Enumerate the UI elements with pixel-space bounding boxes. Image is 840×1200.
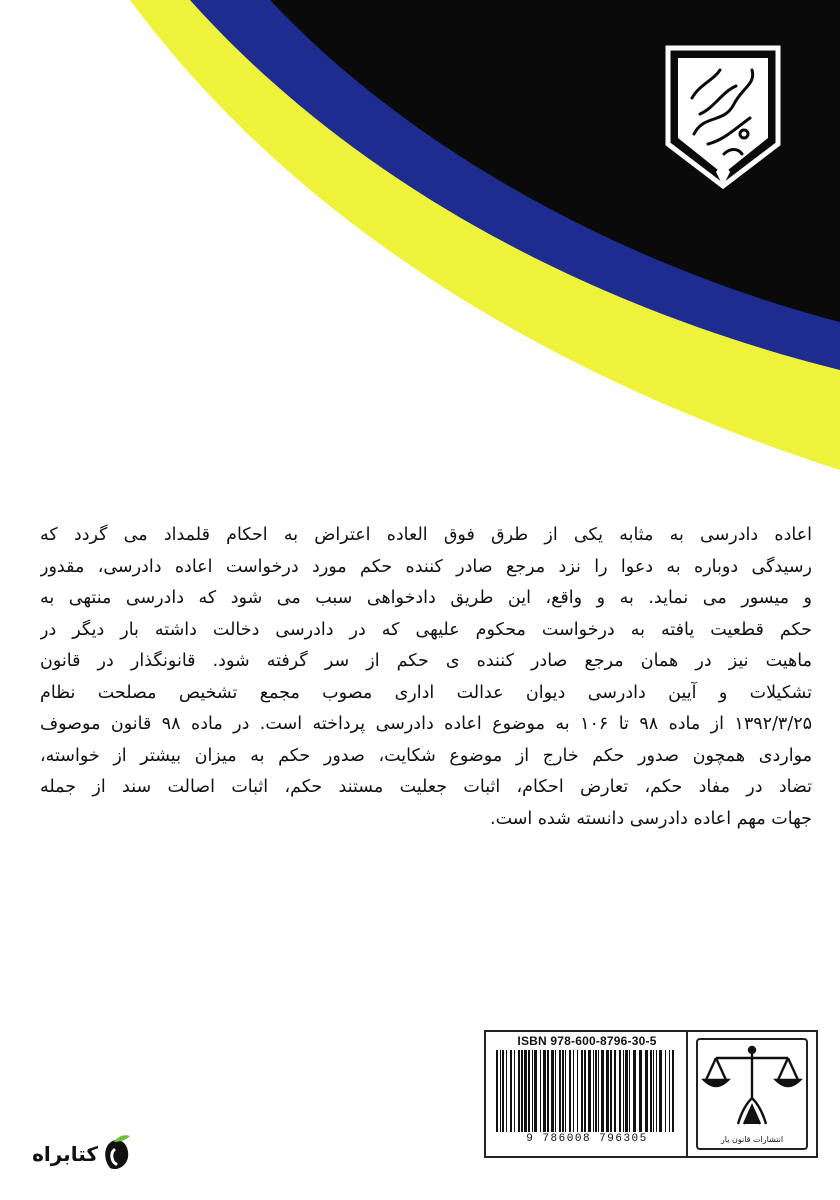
description-line: اعاده دادرسی به مثابه یکی از طرق فوق العاده اعتراض به احکام قلمداد می گردد که <box>40 525 812 545</box>
description-line: و میسور می نماید. به و واقع، این طریق دادخواهی سبب می شود که دادرسی منتهی به <box>40 588 812 608</box>
barcode-bar <box>540 1050 541 1132</box>
barcode-digits: 9 786008 796305 <box>492 1133 682 1145</box>
barcode-bar <box>565 1050 566 1132</box>
barcode-bar <box>581 1050 583 1132</box>
description-line: ماهیت نیز در همان مرجع صادر کننده ی حکم از سر گرفته شود. قانونگذار در قانون <box>40 651 812 671</box>
barcode-bar <box>528 1050 530 1132</box>
barcode-bar <box>588 1050 591 1132</box>
barcode-bar <box>645 1050 648 1132</box>
description-line: جهات مهم اعاده دادرسی دانسته شده است. <box>490 808 812 829</box>
barcode-bar <box>562 1050 564 1132</box>
barcode-bar <box>633 1050 636 1132</box>
calligraphy-shield-emblem-icon <box>664 44 782 190</box>
barcode-bar <box>629 1050 630 1132</box>
barcode-bar <box>614 1050 616 1132</box>
barcode-bar <box>573 1050 574 1132</box>
description-line: تشکیلات و آیین دادرسی دیوان عدالت اداری مصوب مجمع تشخیص مصلحت نظام <box>40 682 812 703</box>
barcode-bar <box>595 1050 597 1132</box>
barcode-bar <box>593 1050 594 1132</box>
barcode-bar <box>639 1050 642 1132</box>
barcode-bar <box>625 1050 628 1132</box>
barcode-bar <box>598 1050 599 1132</box>
barcode-bar <box>656 1050 657 1132</box>
publisher-logo <box>686 1032 816 1156</box>
barcode-bar <box>669 1050 670 1132</box>
barcode-bar <box>551 1050 554 1132</box>
ketabrah-leaf-icon <box>100 1134 132 1172</box>
barcode-bar <box>601 1050 604 1132</box>
barcode-graphic <box>492 1050 682 1134</box>
barcode-bar <box>577 1050 578 1132</box>
barcode-bar <box>521 1050 523 1132</box>
barcode-bar <box>659 1050 662 1132</box>
barcode-bar <box>514 1050 515 1132</box>
barcode-bar <box>610 1050 612 1132</box>
back-cover-description <box>40 520 812 835</box>
barcode-bar <box>559 1050 561 1132</box>
barcode-bar <box>506 1050 507 1132</box>
store-badge <box>22 1132 132 1176</box>
barcode-bar <box>543 1050 546 1132</box>
barcode-bar <box>623 1050 624 1132</box>
barcode-bar <box>500 1050 501 1132</box>
barcode-bar <box>653 1050 654 1132</box>
description-line: حکم قطعیت یافته به درخواست محکوم علیهی که در دادرسی دخالت داشته بار دیگر در <box>40 619 812 640</box>
description-line: مواردی همچون صدور حکم خارج از موضوع شکایت، صدور حکم به میزان بیشتر از خواسته، <box>40 745 812 766</box>
scales-of-justice-pen-icon <box>698 1040 806 1132</box>
barcode-bar <box>518 1050 520 1132</box>
barcode-bar <box>496 1050 498 1132</box>
barcode-bar <box>510 1050 512 1132</box>
barcode-bar <box>665 1050 666 1132</box>
barcode-bar <box>534 1050 537 1132</box>
publisher-name: انتشارات قانون یار <box>720 1135 784 1144</box>
barcode-bar <box>547 1050 549 1132</box>
barcode-bar <box>606 1050 609 1132</box>
description-line: ۱۳۹۲/۳/۲۵ از ماده ۹۸ تا ۱۰۶ به موضوع اعاده دادرسی پرداخته است. در ماده ۹۸ قانون موصوف <box>40 714 812 734</box>
isbn-barcode-panel <box>484 1030 818 1158</box>
barcode-bar <box>569 1050 571 1132</box>
barcode-bar <box>502 1050 504 1132</box>
barcode-bar <box>555 1050 556 1132</box>
barcode-bar <box>524 1050 527 1132</box>
isbn-label: ISBN 978-600-8796-30-5 <box>517 1034 657 1048</box>
store-name: کتابراه <box>32 1142 98 1166</box>
barcode-bar <box>532 1050 533 1132</box>
description-line: رسیدگی دوباره به دعوا را نزد مرجع صادر کننده حکم مورد درخواست اعاده دادرسی، مقدور <box>40 556 812 577</box>
barcode-bar <box>584 1050 586 1132</box>
barcode-bar <box>619 1050 621 1132</box>
description-line: تضاد در مفاد حکم، تعارض احکام، اثبات جعلیت مستند حکم، اثبات اصالت سند از جمله <box>40 777 812 797</box>
publisher-logo-frame <box>696 1038 808 1150</box>
barcode-bar <box>650 1050 652 1132</box>
barcode-bar <box>672 1050 674 1132</box>
